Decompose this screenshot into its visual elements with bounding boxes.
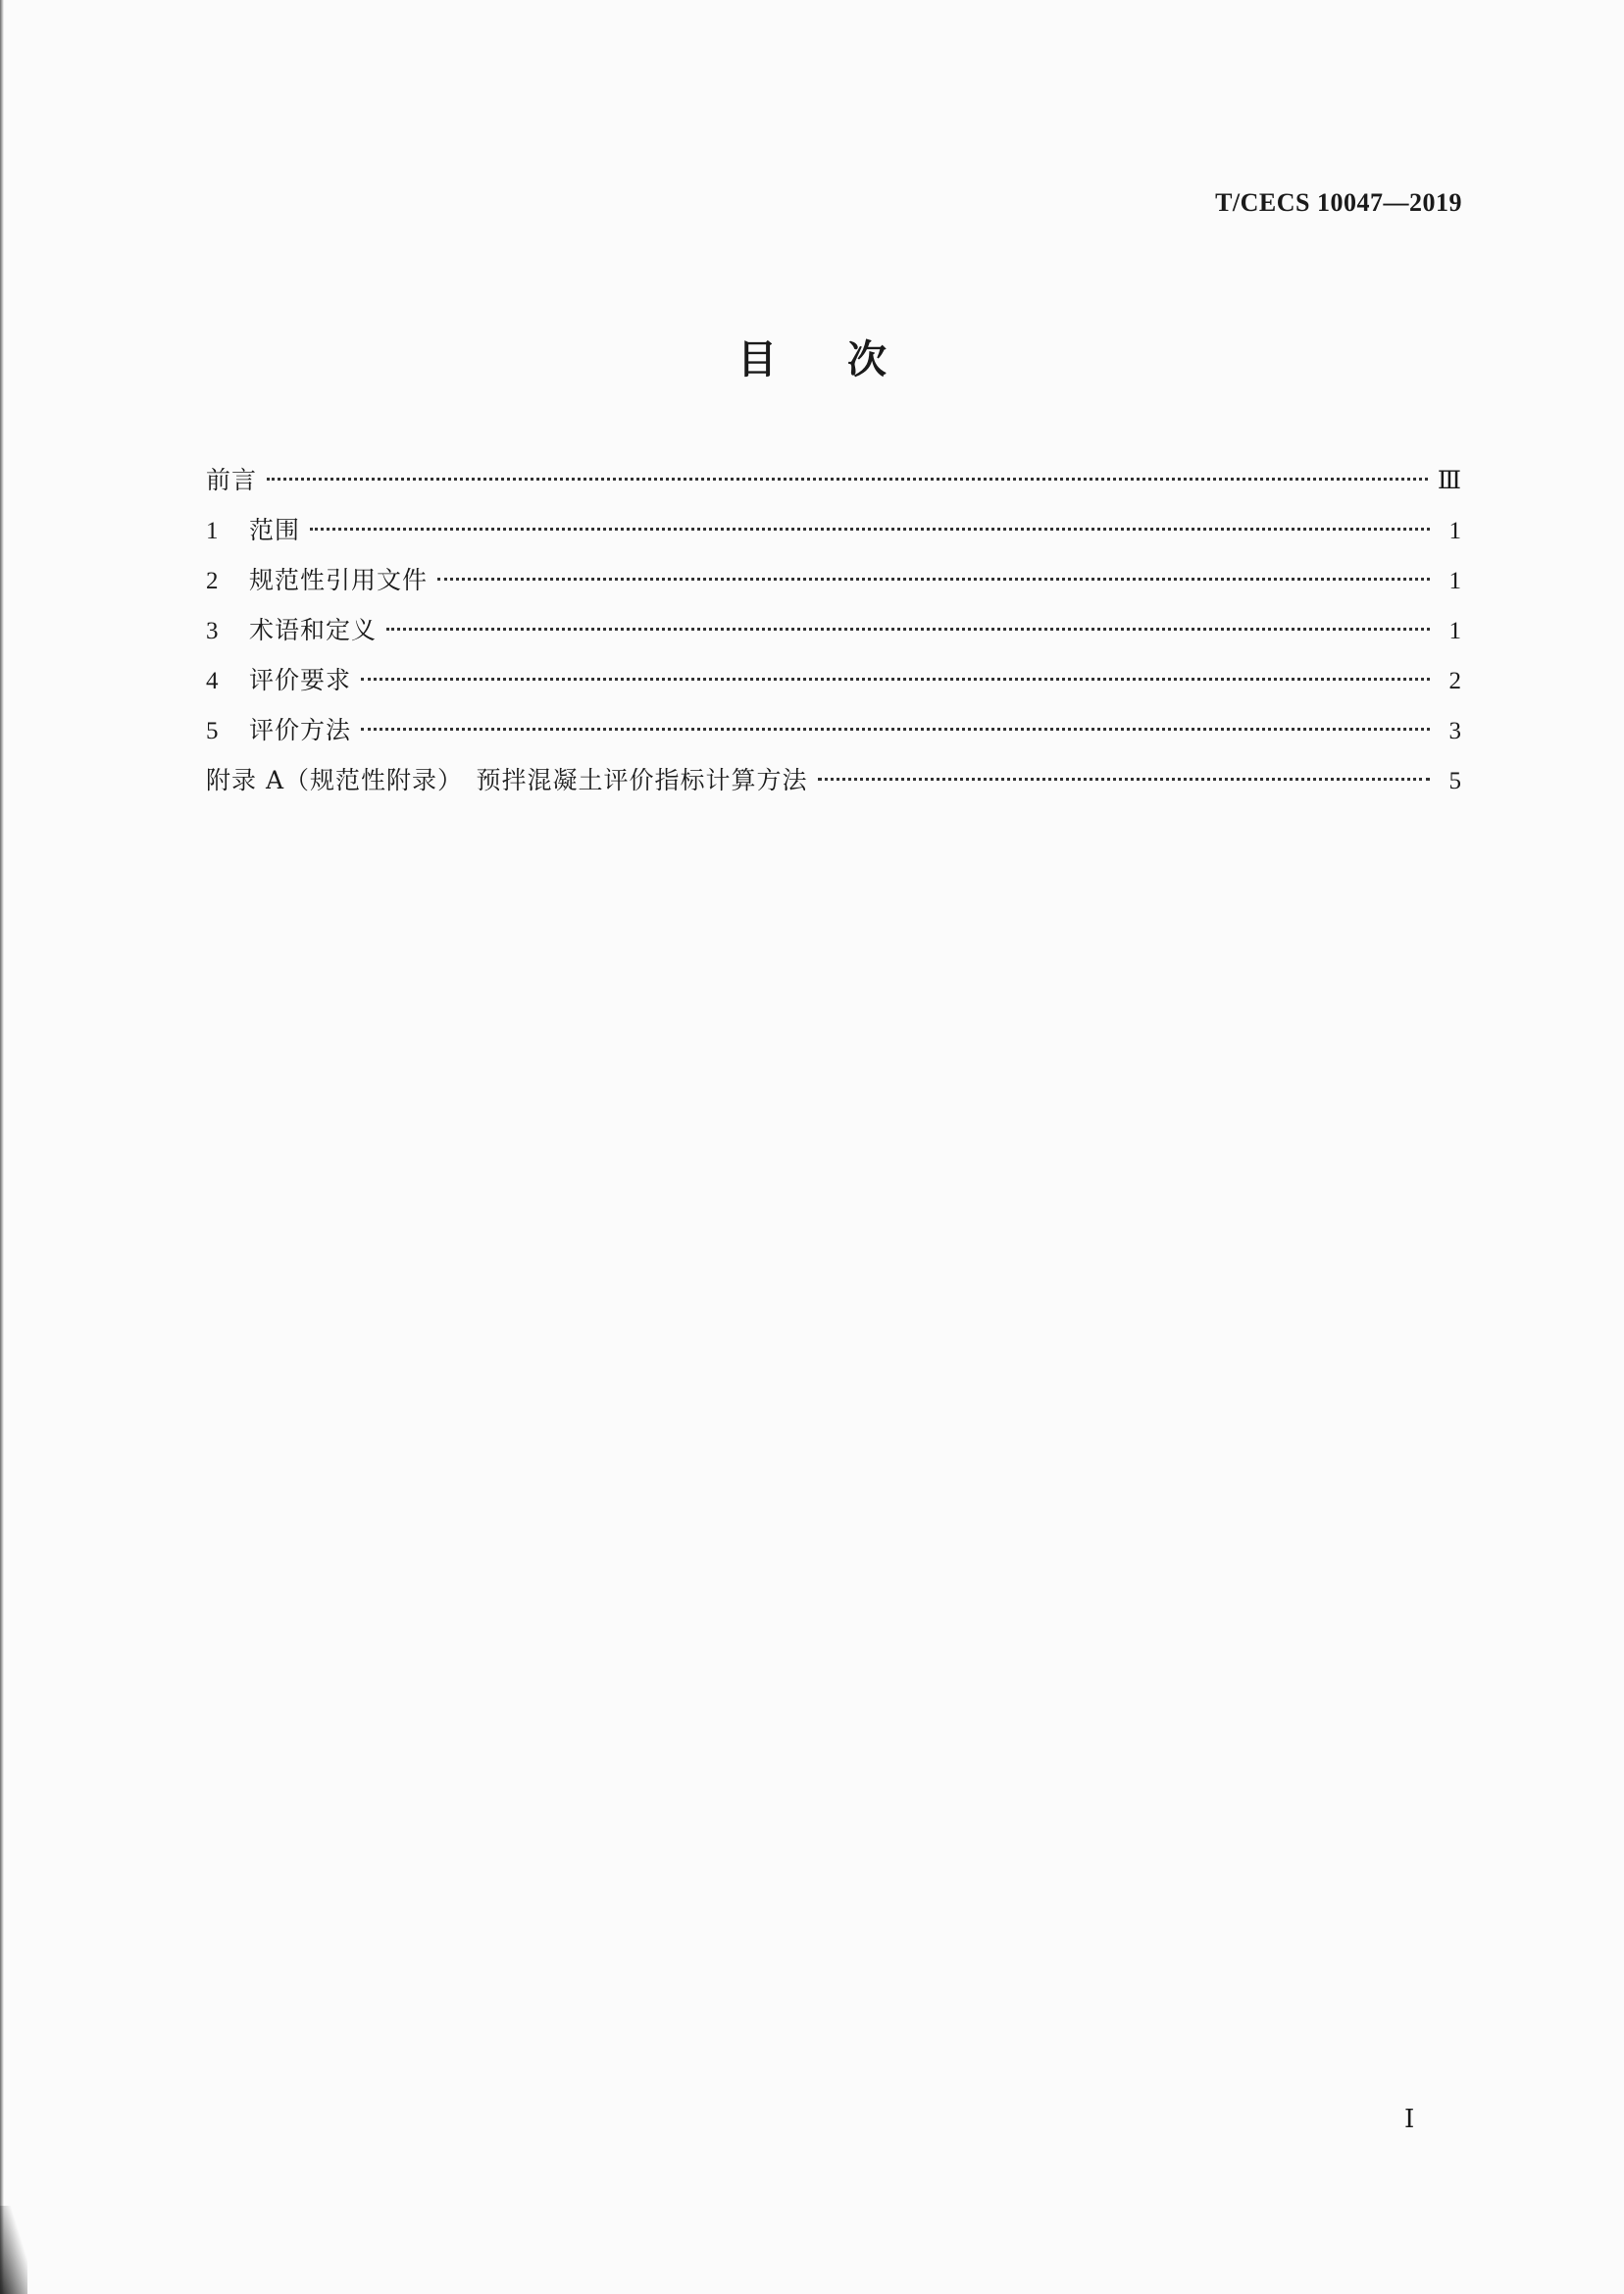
table-of-contents: [206, 461, 1461, 811]
toc-item-label: 评价要求: [249, 666, 352, 694]
toc-leader-dots: [386, 628, 1430, 631]
toc-item-terms-definitions[interactable]: [206, 611, 1461, 661]
toc-item-foreword[interactable]: [206, 461, 1461, 511]
toc-item-page: 2: [1448, 668, 1461, 694]
page-title: [0, 329, 1624, 384]
toc-item-label: 规范性引用文件: [249, 566, 429, 594]
toc-item-page: 1: [1448, 618, 1461, 644]
page-title-char-1: 目: [737, 337, 777, 382]
toc-item-number: 4: [206, 668, 219, 694]
toc-item-page: 5: [1448, 768, 1461, 794]
toc-item-page: 1: [1448, 518, 1461, 544]
toc-item-label: 前言: [206, 466, 258, 494]
toc-item-scope[interactable]: [206, 511, 1461, 561]
toc-item-normative-references[interactable]: [206, 561, 1461, 611]
toc-item-number: 1: [206, 518, 219, 544]
toc-leader-dots: [267, 478, 1428, 481]
toc-item-label: 评价方法: [249, 716, 352, 744]
toc-item-page: 1: [1448, 568, 1461, 594]
toc-item-page: Ⅲ: [1437, 468, 1461, 494]
toc-leader-dots: [818, 778, 1430, 781]
page-corner-shadow: [0, 2206, 27, 2294]
toc-item-page: 3: [1448, 718, 1461, 744]
page-title-char-2: 次: [847, 337, 887, 382]
toc-item-number: 2: [206, 568, 219, 594]
toc-item-evaluation-requirements[interactable]: [206, 661, 1461, 711]
toc-item-appendix-a[interactable]: [206, 761, 1461, 811]
toc-item-number: 5: [206, 718, 219, 744]
page-number: Ⅰ: [1404, 2105, 1415, 2133]
toc-leader-dots: [361, 678, 1430, 681]
toc-leader-dots: [361, 728, 1430, 731]
toc-item-label: 范围: [249, 516, 301, 544]
toc-leader-dots: [310, 528, 1430, 531]
toc-leader-dots: [437, 578, 1430, 581]
toc-item-label: 附录 A（规范性附录） 预拌混凝土评价指标计算方法: [206, 766, 808, 794]
toc-item-label: 术语和定义: [249, 616, 378, 644]
toc-item-evaluation-methods[interactable]: [206, 711, 1461, 761]
toc-item-number: 3: [206, 618, 219, 644]
document-code: T/CECS 10047—2019: [1215, 188, 1462, 217]
